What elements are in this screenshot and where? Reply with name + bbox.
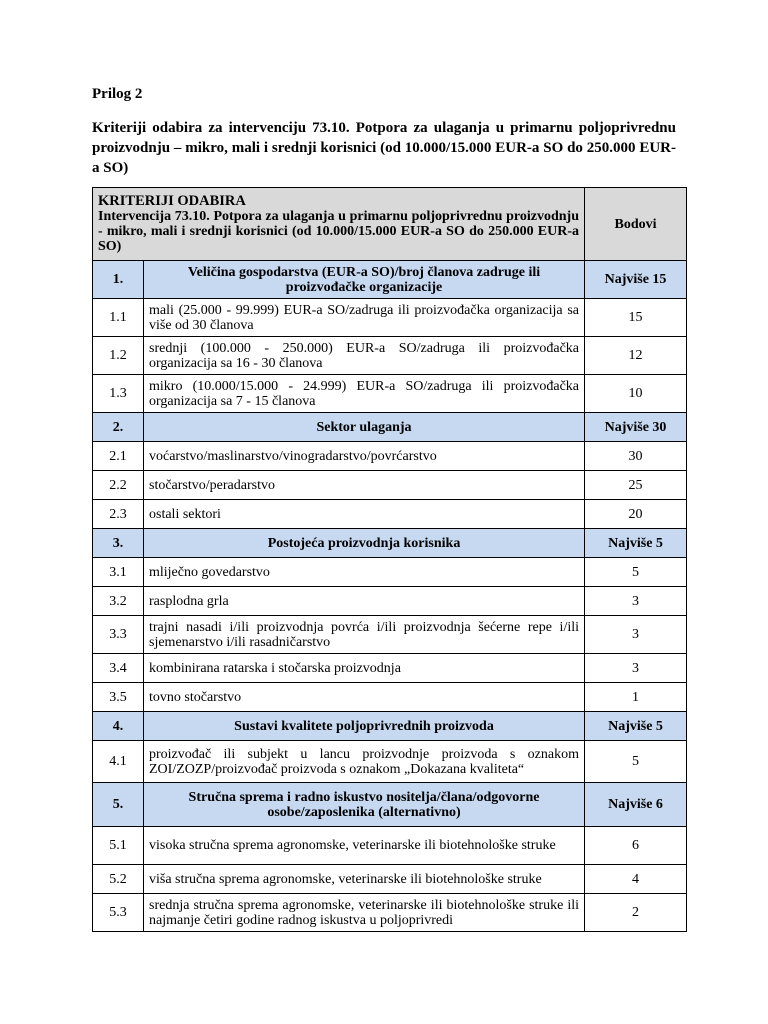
criterion-row bbox=[93, 683, 687, 712]
criteria-table bbox=[92, 187, 687, 932]
criterion-points: 5 bbox=[585, 558, 687, 587]
criterion-description: proizvođač ili subjekt u lancu proizvodnje proizvoda s oznakom ZOI/ZOZP/proizvođač proizvoda s oznakom „Dokazana kvaliteta“ bbox=[144, 741, 585, 783]
criterion-points: 6 bbox=[585, 827, 687, 865]
section-row bbox=[93, 712, 687, 741]
section-number: 1. bbox=[93, 261, 144, 299]
criterion-points: 12 bbox=[585, 337, 687, 375]
section-max-points: Najviše 30 bbox=[585, 413, 687, 442]
section-number: 2. bbox=[93, 413, 144, 442]
criterion-row bbox=[93, 442, 687, 471]
criterion-number: 1.1 bbox=[93, 299, 144, 337]
section-title: Sektor ulaganja bbox=[144, 413, 585, 442]
criterion-number: 3.3 bbox=[93, 616, 144, 654]
criterion-points: 1 bbox=[585, 683, 687, 712]
criterion-number: 5.2 bbox=[93, 865, 144, 894]
criterion-row bbox=[93, 741, 687, 783]
annex-label: Prilog 2 bbox=[92, 86, 143, 102]
criterion-row bbox=[93, 587, 687, 616]
section-title: Postojeća proizvodnja korisnika bbox=[144, 529, 585, 558]
section-title: Sustavi kvalitete poljoprivrednih proizvoda bbox=[144, 712, 585, 741]
criterion-description: mikro (10.000/15.000 - 24.999) EUR-a SO/zadruga ili proizvođačka organizacija sa 7 - 15 članova bbox=[144, 375, 585, 413]
criterion-number: 1.3 bbox=[93, 375, 144, 413]
criterion-number: 5.3 bbox=[93, 894, 144, 932]
section-number: 4. bbox=[93, 712, 144, 741]
criterion-row bbox=[93, 865, 687, 894]
criterion-points: 4 bbox=[585, 865, 687, 894]
criterion-description: viša stručna sprema agronomske, veterinarske ili biotehnološke struke bbox=[144, 865, 585, 894]
criterion-row bbox=[93, 375, 687, 413]
document-title: Kriteriji odabira za intervenciju 73.10. Potpora za ulaganja u primarnu poljoprivrednu proizvodnju – mikro, mali i srednji korisnici (od 10.000/15.000 EUR-a SO do 250.000 EUR-a SO) bbox=[92, 120, 676, 176]
criterion-description: voćarstvo/maslinarstvo/vinogradarstvo/povrćarstvo bbox=[144, 442, 585, 471]
criterion-row bbox=[93, 337, 687, 375]
criterion-description: ostali sektori bbox=[144, 500, 585, 529]
criterion-row bbox=[93, 827, 687, 865]
criterion-description: trajni nasadi i/ili proizvodnja povrća i/ili proizvodnja šećerne repe i/ili sjemenarstvo i/ili rasadničarstvo bbox=[144, 616, 585, 654]
criterion-points: 10 bbox=[585, 375, 687, 413]
criterion-number: 2.2 bbox=[93, 471, 144, 500]
criterion-points: 2 bbox=[585, 894, 687, 932]
criterion-row bbox=[93, 616, 687, 654]
criterion-row bbox=[93, 471, 687, 500]
criterion-number: 2.1 bbox=[93, 442, 144, 471]
section-row bbox=[93, 413, 687, 442]
criterion-description: mliječno govedarstvo bbox=[144, 558, 585, 587]
section-title: Veličina gospodarstva (EUR-a SO)/broj članova zadruge ili proizvođačke organizacije bbox=[144, 261, 585, 299]
criterion-description: mali (25.000 - 99.999) EUR-a SO/zadruga ili proizvođačka organizacija sa više od 30 članova bbox=[144, 299, 585, 337]
criterion-description: kombinirana ratarska i stočarska proizvodnja bbox=[144, 654, 585, 683]
section-row bbox=[93, 261, 687, 299]
criterion-description: srednja stručna sprema agronomske, veterinarske ili biotehnološke struke ili najmanje četiri godine radnog iskustva u poljoprivredi bbox=[144, 894, 585, 932]
criterion-description: visoka stručna sprema agronomske, veterinarske ili biotehnološke struke bbox=[144, 827, 585, 865]
criterion-description: stočarstvo/peradarstvo bbox=[144, 471, 585, 500]
criterion-number: 4.1 bbox=[93, 741, 144, 783]
criterion-points: 20 bbox=[585, 500, 687, 529]
criterion-number: 5.1 bbox=[93, 827, 144, 865]
section-max-points: Najviše 5 bbox=[585, 529, 687, 558]
header-intervention-text: Intervencija 73.10. Potpora za ulaganja u primarnu poljoprivrednu proizvodnju - mikro, mali i srednji korisnici (od 10.000/15.000 EUR-a SO do 250.000 EUR-a SO) bbox=[98, 209, 580, 254]
section-row bbox=[93, 529, 687, 558]
criterion-number: 3.4 bbox=[93, 654, 144, 683]
header-title: KRITERIJI ODABIRA bbox=[98, 193, 246, 209]
criterion-points: 3 bbox=[585, 587, 687, 616]
criterion-points: 25 bbox=[585, 471, 687, 500]
criterion-row bbox=[93, 500, 687, 529]
section-number: 3. bbox=[93, 529, 144, 558]
section-row bbox=[93, 783, 687, 827]
criterion-points: 15 bbox=[585, 299, 687, 337]
section-max-points: Najviše 15 bbox=[585, 261, 687, 299]
criterion-points: 3 bbox=[585, 616, 687, 654]
header-points-label: Bodovi bbox=[585, 188, 687, 261]
criterion-row bbox=[93, 299, 687, 337]
criterion-row bbox=[93, 894, 687, 932]
criterion-description: rasplodna grla bbox=[144, 587, 585, 616]
criterion-description: srednji (100.000 - 250.000) EUR-a SO/zadruga ili proizvođačka organizacija sa 16 - 30 članova bbox=[144, 337, 585, 375]
criterion-description: tovno stočarstvo bbox=[144, 683, 585, 712]
table-header-row bbox=[93, 188, 687, 261]
criterion-number: 1.2 bbox=[93, 337, 144, 375]
criterion-points: 30 bbox=[585, 442, 687, 471]
criterion-row bbox=[93, 654, 687, 683]
criterion-points: 3 bbox=[585, 654, 687, 683]
criterion-number: 3.1 bbox=[93, 558, 144, 587]
criterion-number: 3.2 bbox=[93, 587, 144, 616]
criterion-number: 2.3 bbox=[93, 500, 144, 529]
header-criteria-cell bbox=[93, 188, 585, 261]
criterion-row bbox=[93, 558, 687, 587]
criterion-number: 3.5 bbox=[93, 683, 144, 712]
section-max-points: Najviše 5 bbox=[585, 712, 687, 741]
section-title: Stručna sprema i radno iskustvo nositelja/člana/odgovorne osobe/zaposlenika (alternativno) bbox=[144, 783, 585, 827]
section-max-points: Najviše 6 bbox=[585, 783, 687, 827]
section-number: 5. bbox=[93, 783, 144, 827]
criterion-points: 5 bbox=[585, 741, 687, 783]
